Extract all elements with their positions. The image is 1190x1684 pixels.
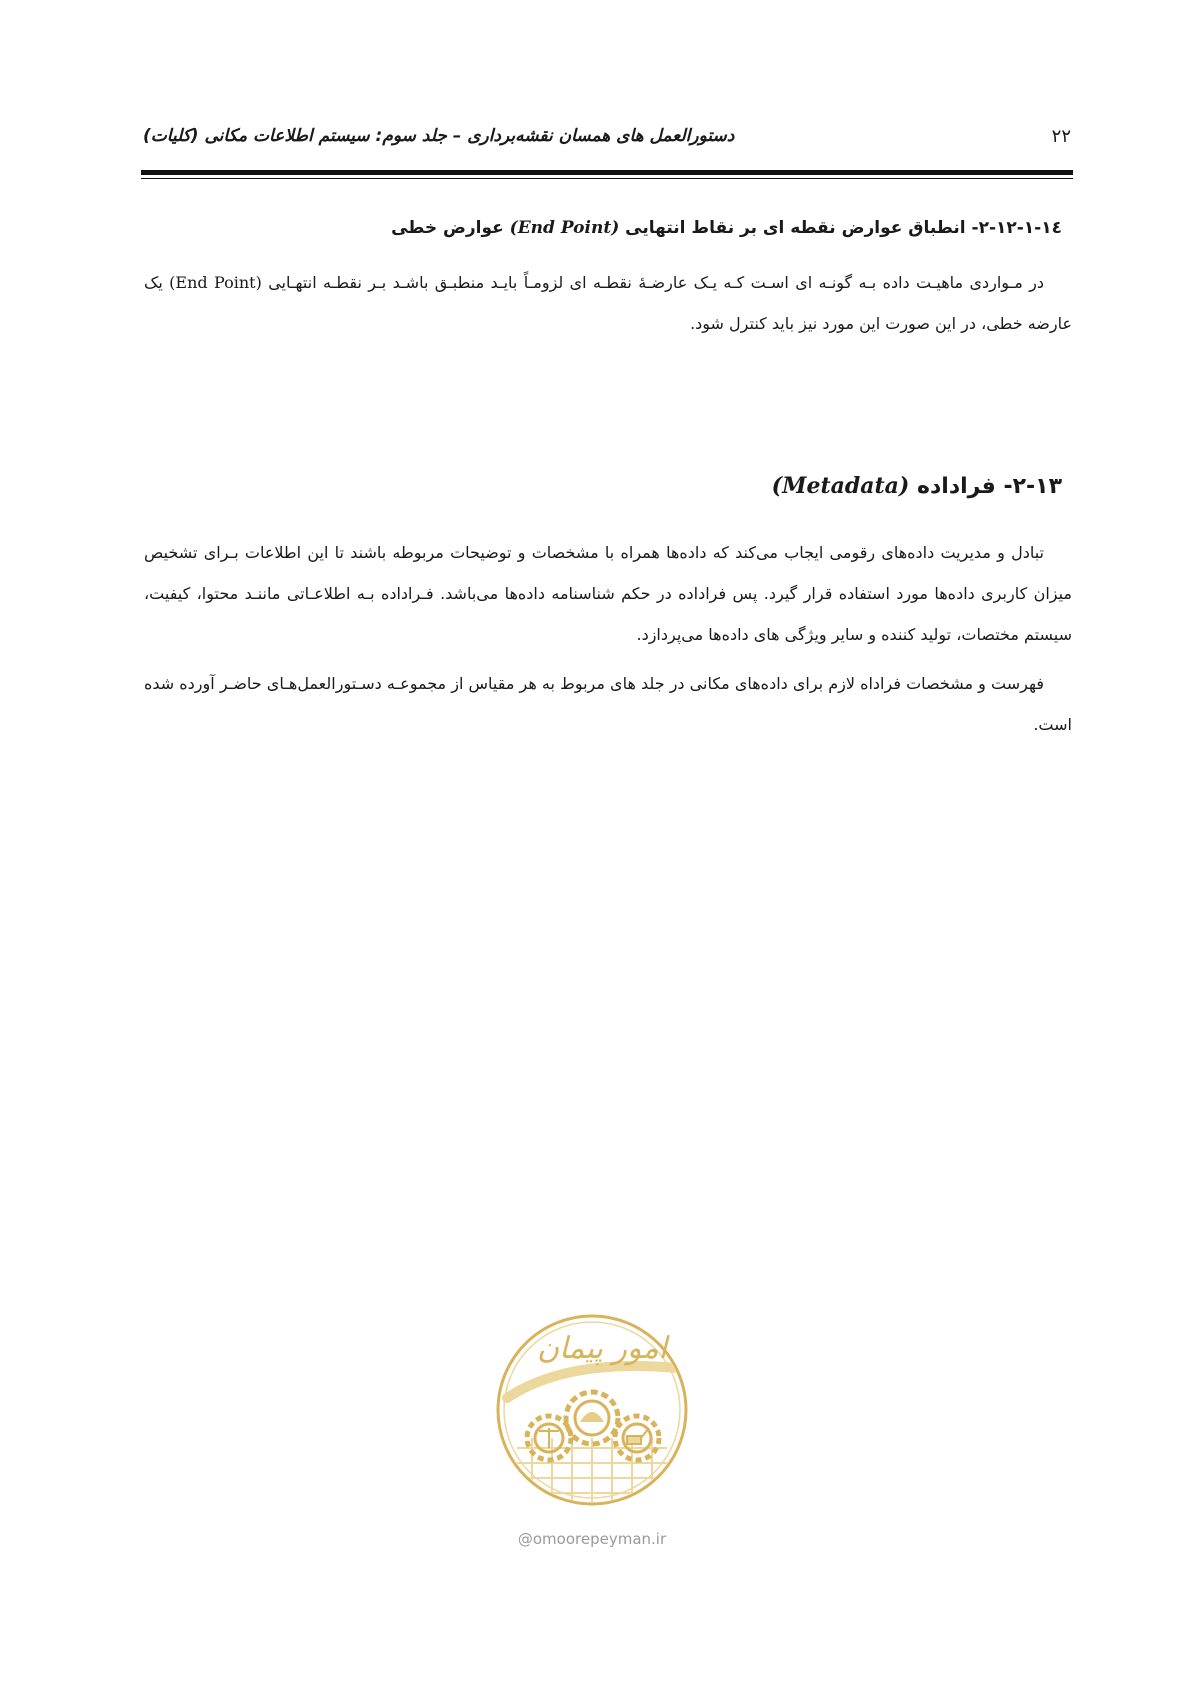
header-rule-thin [141,178,1073,179]
paragraph-end-point [144,262,1072,344]
paragraph-metadata-definition: تبادل و مدیریت داده‌های رقومی ایجاب می‌کند که داده‌ها همراه با مشخصات و توضیحات مربوطه باشند تا این اطلاعات بـرای تشخیص میزان کاربری داده‌ها مورد استفاده قرار گیرد. پس فراداده در حکم شناسنامه داده‌ها می‌باشد. فـراداده بـه اطلاعـاتی ماننـد محتوا، کیفیت، سیستم مختصات، تولید کننده و سایر ویژگی های داده‌ها می‌پردازد. [144,543,1072,644]
paragraph1-text-part1: در مـواردی ماهیـت داده بـه گونـه ای اسـت کـه یـک عارضـهٔ نقطـه ای لزومـاً بایـد منطبـق باشـد بـر نقطـه انتهـایی [268,273,1045,292]
header-rule-thick [141,170,1073,175]
running-header-title: دستورالعمل های همسان نقشه‌برداری – جلد سوم: سیستم اطلاعات مکانی (کلیات) [143,126,735,146]
helmet-icon [580,1412,604,1422]
watermark-url: @omoorepeyman.ir [517,1530,667,1548]
section-latin-term: (Metadata) [771,473,910,499]
section-title: فراداده [917,474,996,499]
paragraph-metadata-list: فهرست و مشخصات فراداه لازم برای داده‌های مکانی در جلد های مربوط به هر مقیاس از مجموعـه دسـتورالعمل‌هـای حاضـر آورده شده است. [144,674,1072,734]
scales-icon [539,1428,559,1448]
subsection-number: ۲-۱۲-۱-۱٤- [971,218,1062,238]
paragraph1-latin-term: (End Point) [169,273,262,292]
watermark-logo [487,1298,697,1538]
subsection-title-part2: عوارض خطی [391,218,504,238]
logo-text: امور پیمان [537,1331,667,1366]
page-header [143,126,1071,156]
subsection-title-part1: انطباق عوارض نقطه ای بر نقاط انتهایی [625,218,966,238]
paragraph1-text-part2: یک عارضه خطی، در این صورت این مورد نیز باید کنترل شود. [144,273,1072,333]
section-heading-metadata [772,473,1062,499]
page-number: ۲۲ [1051,126,1071,147]
subsection-heading [142,218,1062,238]
excavator-icon [627,1428,649,1444]
section-number: ۲-۱۳- [1003,474,1062,499]
subsection-latin-term: (End Point) [509,218,620,238]
